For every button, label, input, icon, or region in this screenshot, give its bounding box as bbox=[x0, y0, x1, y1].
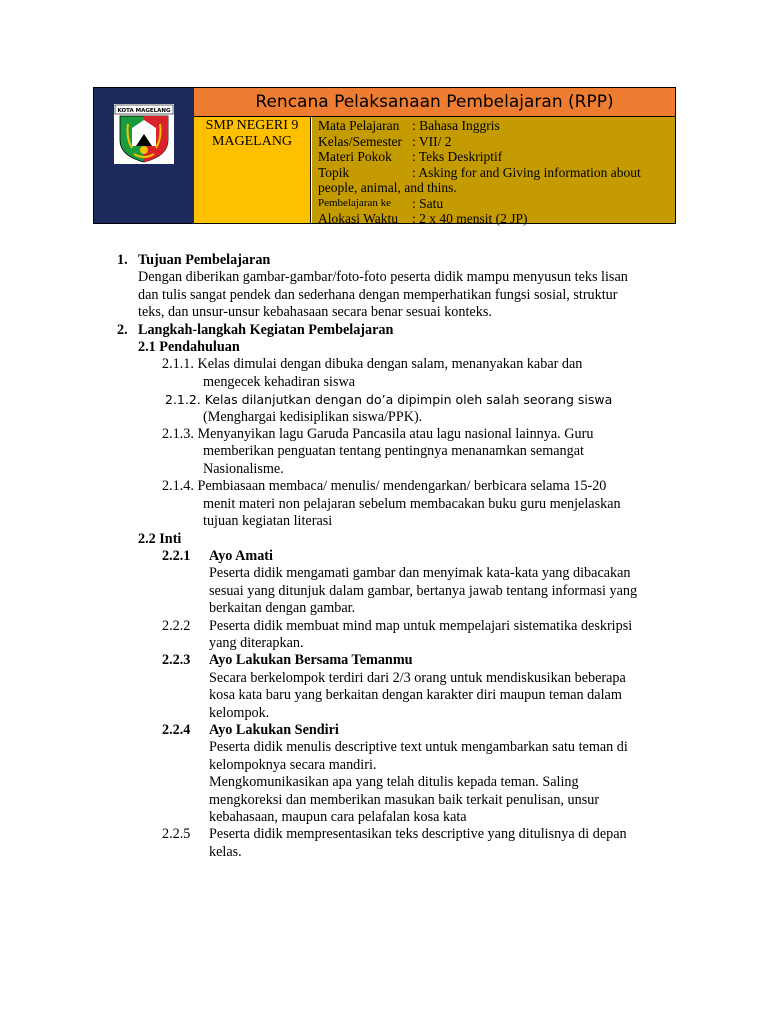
item-2-2-5-line: Peserta didik mempresentasikan teks descriptive yang ditulisnya di depan bbox=[209, 826, 627, 843]
item-2-2-3-line: kosa kata baru yang berkaitan dengan karakter diri maupun teman dalam bbox=[209, 687, 622, 704]
item-number: 2.2.4 bbox=[162, 721, 191, 738]
item-2-2-1-line: Peserta didik mengamati gambar dan menyimak kata-kata yang dibacakan bbox=[209, 565, 631, 582]
kota-magelang-logo bbox=[114, 104, 174, 164]
item-2-2-1-line: berkaitan dengan gambar. bbox=[209, 600, 356, 617]
section-1-line: Dengan diberikan gambar-gambar/foto-foto peserta didik mampu menyusun teks lisan bbox=[138, 269, 628, 286]
info-value: : 2 x 40 mensit (2 JP) bbox=[412, 211, 528, 226]
info-value: people, animal, and thins. bbox=[318, 180, 457, 195]
item-2-1-4: 2.1.4. Pembiasaan membaca/ menulis/ mendengarkan/ berbicara selama 15-20 bbox=[162, 478, 607, 495]
item-2-1-2-cont: (Menghargai kedisiplikan siswa/PPK). bbox=[203, 408, 423, 425]
section-1-line: dan tulis sangat pendek dan sederhana dengan memperhatikan fungsi sosial, struktur bbox=[138, 286, 618, 303]
info-kelas-semester bbox=[318, 134, 669, 150]
item-2-2-3-heading bbox=[0, 652, 768, 669]
item-2-2-3-line: kelompok. bbox=[209, 704, 270, 721]
info-label: Mata Pelajaran bbox=[318, 118, 400, 133]
item-2-1-3-cont: memberikan penguatan tentang pentingnya menanamkan semangat bbox=[203, 443, 584, 460]
item-title: Ayo Lakukan Sendiri bbox=[209, 721, 339, 738]
info-value: : Teks Deskriptif bbox=[412, 149, 503, 164]
item-2-2-5-line: kelas. bbox=[209, 843, 242, 860]
rpp-body bbox=[0, 252, 768, 861]
item-2-2-1-heading bbox=[0, 548, 768, 565]
info-mata-pelajaran bbox=[318, 118, 669, 134]
item-2-2-4-line: Peserta didik menulis descriptive text untuk mengambarkan satu teman di bbox=[209, 739, 628, 756]
item-2-2-2-line: yang diterapkan. bbox=[209, 634, 304, 651]
info-value: : VII/ 2 bbox=[412, 133, 452, 149]
info-value: : Asking for and Giving information about bbox=[412, 164, 641, 180]
info-value: : Bahasa Inggris bbox=[412, 118, 500, 133]
section-2-number: 2. bbox=[117, 321, 128, 338]
info-topik-continued bbox=[318, 180, 669, 196]
info-pembelajaran-ke bbox=[318, 196, 669, 212]
item-2-2-4-line: kebahasaan, maupun cara pelafalan kosa kata bbox=[209, 809, 467, 825]
info-topik bbox=[318, 165, 669, 181]
item-2-2-4-line: mengkoreksi dan memberikan masukan baik terkait penulisan, unsur bbox=[209, 791, 600, 808]
item-2-2-3-line: Secara berkelompok terdiri dari 2/3 orang untuk mendiskusikan beberapa bbox=[209, 669, 626, 686]
rpp-title: Rencana Pelaksanaan Pembelajaran (RPP) bbox=[194, 88, 675, 117]
section-2-title: Langkah-langkah Kegiatan Pembelajaran bbox=[138, 321, 394, 338]
item-2-2-1-line: sesuai yang ditunjuk dalam gambar, bertanya jawab tentang informasi yang bbox=[209, 582, 638, 599]
section-1-line: teks, dan unsur-unsur kebahasaan secara benar sesuai konteks. bbox=[138, 304, 492, 321]
item-2-2-2 bbox=[0, 618, 768, 635]
item-2-1-4-cont: tujuan kegiatan literasi bbox=[203, 513, 333, 530]
item-2-1-4-cont: menit materi non pelajaran sebelum membacakan buku guru menjelaskan bbox=[203, 495, 621, 512]
subsection-pendahuluan-title: 2.1 Pendahuluan bbox=[138, 339, 240, 356]
logo-cell bbox=[94, 88, 195, 223]
item-2-2-2-line: Peserta didik membuat mind map untuk mempelajari sistematika deskripsi bbox=[209, 617, 633, 634]
item-2-1-2: 2.1.2. Kelas dilanjutkan dengan do’a dipimpin oleh salah seorang siswa bbox=[165, 392, 613, 408]
info-value: : Satu bbox=[412, 195, 444, 211]
school-line-1: SMP NEGERI 9 bbox=[205, 118, 299, 133]
item-number: 2.2.3 bbox=[162, 652, 191, 669]
item-title: Ayo Lakukan Bersama Temanmu bbox=[209, 652, 413, 669]
item-2-1-3: 2.1.3. Menyanyikan lagu Garuda Pancasila atau lagu nasional lainnya. Guru bbox=[162, 426, 594, 443]
item-2-2-4-line: kelompoknya secara mandiri. bbox=[209, 756, 377, 773]
section-1-number: 1. bbox=[117, 252, 128, 268]
item-number: 2.2.5 bbox=[162, 826, 191, 843]
school-name-cell bbox=[194, 117, 311, 223]
rpp-header-table bbox=[93, 87, 676, 224]
item-number: 2.2.2 bbox=[162, 617, 191, 634]
section-2-heading bbox=[0, 322, 768, 339]
item-2-1-1-cont: mengecek kehadiran siswa bbox=[203, 373, 356, 390]
info-label: Kelas/Semester bbox=[318, 133, 402, 149]
lesson-info-cell bbox=[312, 117, 675, 226]
school-line-2: MAGELANG bbox=[211, 134, 293, 149]
info-label: Topik bbox=[318, 164, 350, 180]
info-alokasi-waktu bbox=[318, 211, 669, 227]
subsection-inti-title: 2.2 Inti bbox=[138, 530, 182, 547]
info-label: Alokasi Waktu bbox=[318, 211, 399, 226]
item-number: 2.2.1 bbox=[162, 547, 191, 564]
item-2-2-5 bbox=[0, 826, 768, 843]
info-label: Pembelajaran ke bbox=[318, 196, 391, 209]
item-2-2-4-heading bbox=[0, 722, 768, 739]
item-title: Ayo Amati bbox=[209, 547, 273, 564]
info-materi-pokok bbox=[318, 149, 669, 165]
info-label: Materi Pokok bbox=[318, 149, 392, 164]
logo-text: KOTA MAGELANG bbox=[117, 108, 171, 114]
item-2-1-1: 2.1.1. Kelas dimulai dengan dibuka dengan salam, menanyakan kabar dan bbox=[162, 356, 583, 373]
item-2-1-3-cont: Nasionalisme. bbox=[203, 460, 284, 477]
section-1-title: Tujuan Pembelajaran bbox=[138, 252, 271, 268]
section-1-heading bbox=[0, 252, 768, 269]
item-2-2-4-line: Mengkomunikasikan apa yang telah ditulis kepada teman. Saling bbox=[209, 774, 579, 791]
